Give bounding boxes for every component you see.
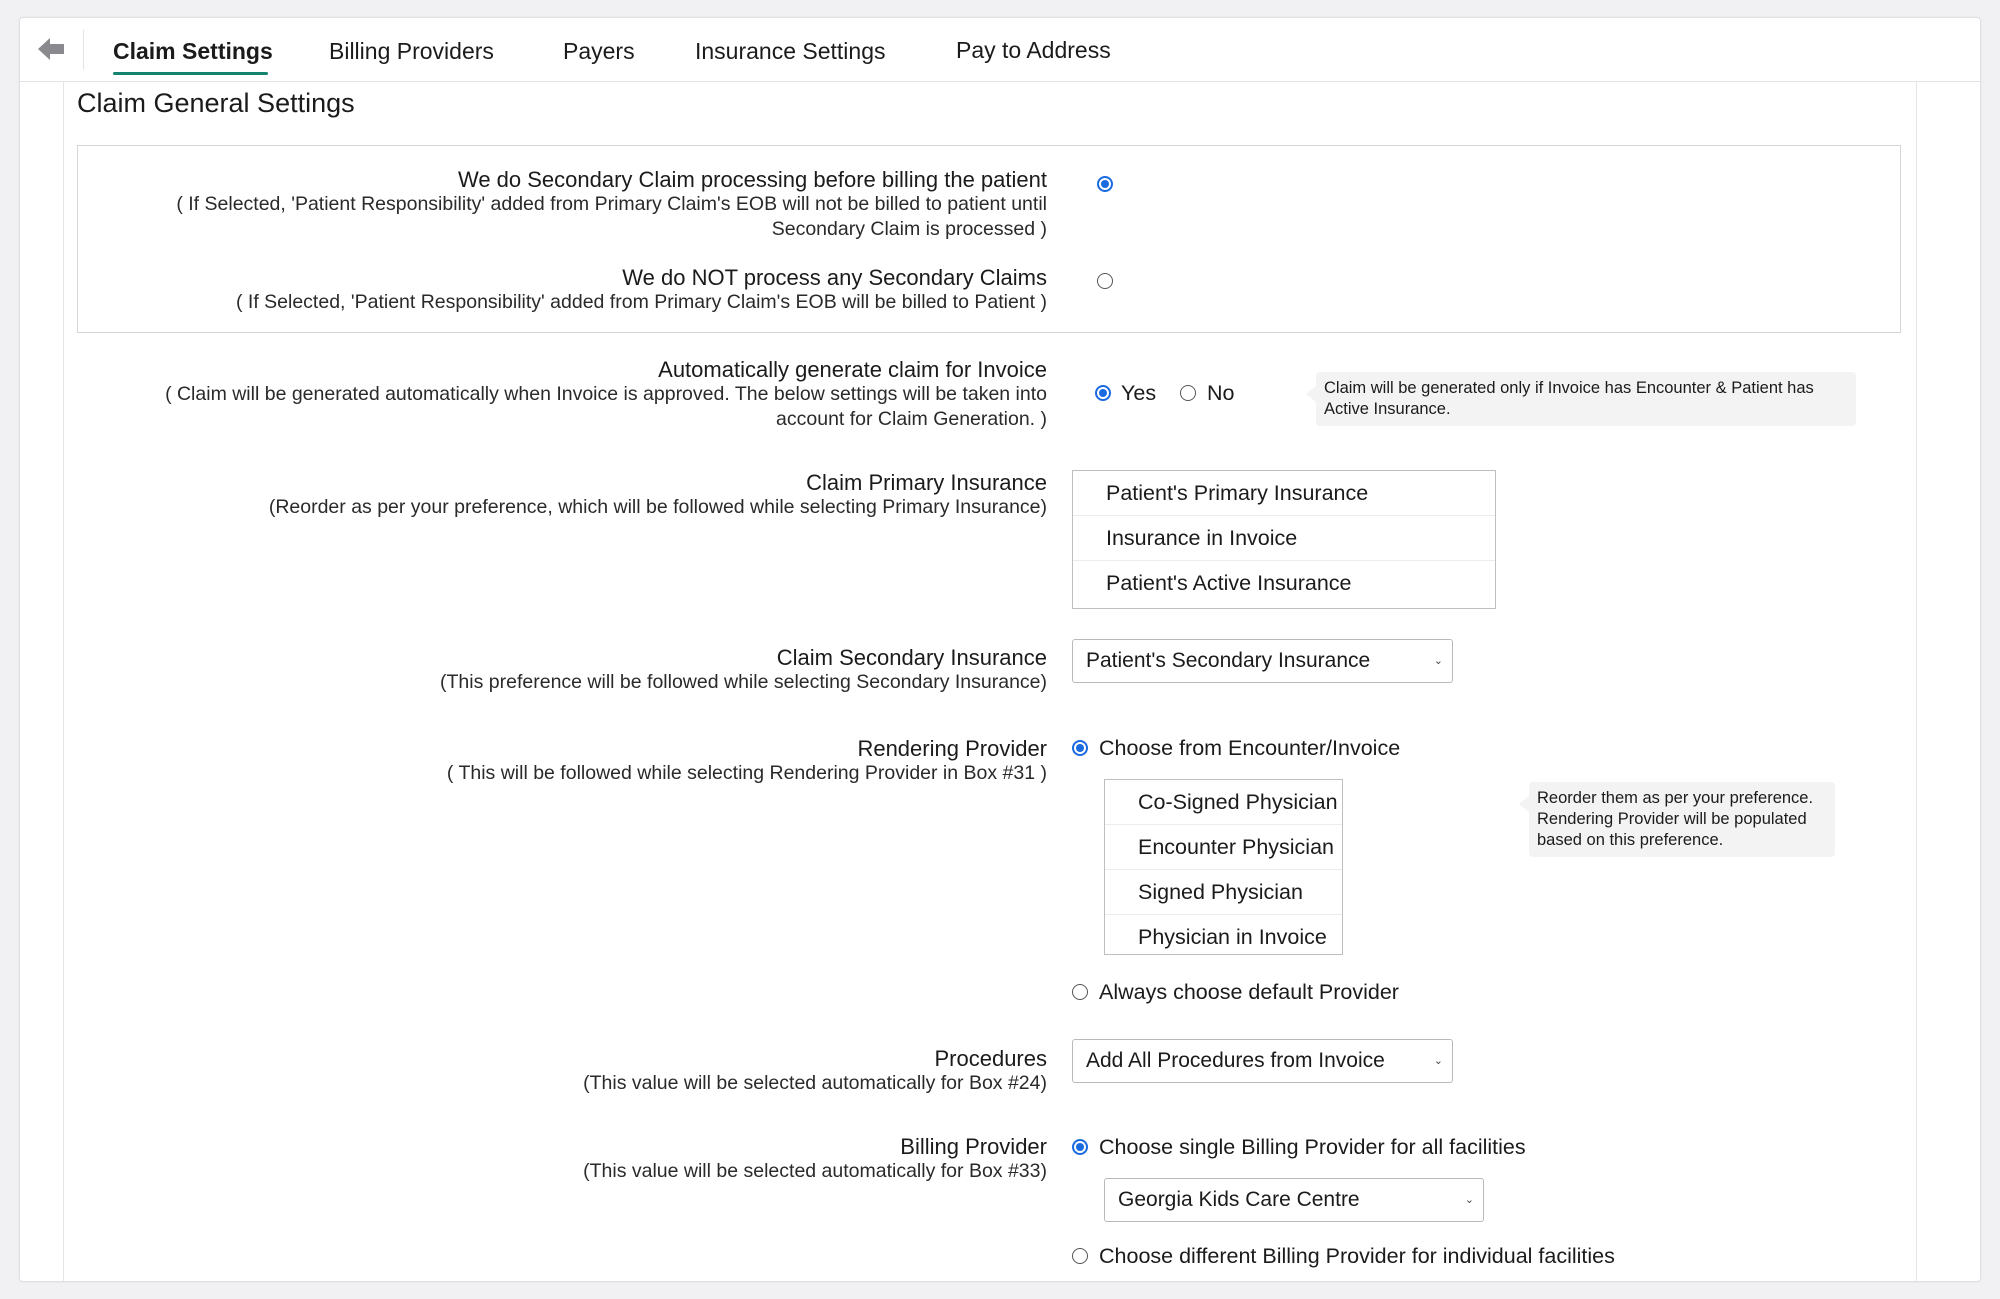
- procedures-text: [583, 1046, 1047, 1096]
- tab-divider: [83, 30, 84, 70]
- secondary-processing-option1-text: [176, 167, 1047, 242]
- tab-pay-to-address[interactable]: Pay to Address: [956, 37, 1111, 63]
- auto-generate-no-label[interactable]: No: [1207, 381, 1235, 405]
- option-note: ( If Selected, 'Patient Responsibility' added from Primary Claim's EOB will not be billed to patient until: [176, 193, 1047, 215]
- list-item[interactable]: Insurance in Invoice: [1073, 516, 1495, 561]
- primary-insurance-text: [269, 470, 1047, 520]
- tab-billing-providers[interactable]: Billing Providers: [329, 38, 494, 64]
- tooltip-text: Reorder them as per your preference.: [1537, 789, 1814, 807]
- content-divider-left: [63, 82, 64, 1281]
- auto-generate-yes-label[interactable]: Yes: [1121, 381, 1157, 405]
- select-value: Patient's Secondary Insurance: [1086, 649, 1371, 672]
- chevron-down-icon: ⌄: [1464, 1194, 1474, 1206]
- option-note: ( If Selected, 'Patient Responsibility' added from Primary Claim's EOB will be billed to Patient ): [235, 291, 1047, 313]
- auto-generate-note: ( Claim will be generated automatically when Invoice is approved. The below settings will be taken into: [165, 383, 1047, 405]
- secondary-insurance-select[interactable]: [1072, 639, 1453, 683]
- back-arrow-icon[interactable]: [38, 38, 66, 60]
- primary-insurance-order-list: [1072, 470, 1496, 609]
- procedures-label: Procedures: [934, 1046, 1047, 1071]
- billing-provider-text: [583, 1134, 1047, 1184]
- secondary-processing-option2-text: [236, 265, 1047, 315]
- single-billing-provider-radio[interactable]: [1072, 1139, 1088, 1155]
- section-title: Claim General Settings: [77, 88, 355, 118]
- tab-claim-settings[interactable]: Claim Settings: [113, 38, 273, 64]
- procedures-note: (This value will be selected automatically for Box #24): [583, 1072, 1047, 1094]
- auto-generate-no-radio[interactable]: [1180, 385, 1196, 401]
- secondary-processing-radio[interactable]: [1097, 176, 1113, 192]
- rendering-provider-label: Rendering Provider: [857, 736, 1047, 761]
- tab-payers[interactable]: Payers: [563, 38, 635, 64]
- settings-window: [19, 17, 1981, 1282]
- auto-generate-yes-radio[interactable]: [1095, 385, 1111, 401]
- rendering-provider-text: [447, 736, 1047, 786]
- individual-billing-provider-label[interactable]: Choose different Billing Provider for individual facilities: [1099, 1244, 1615, 1268]
- tooltip-text: Rendering Provider will be populated: [1537, 810, 1807, 828]
- list-item[interactable]: Physician in Invoice: [1138, 925, 1327, 949]
- list-item[interactable]: Signed Physician: [1105, 870, 1342, 915]
- primary-insurance-label: Claim Primary Insurance: [806, 470, 1047, 495]
- billing-provider-note: (This value will be selected automatically for Box #33): [583, 1160, 1047, 1182]
- default-provider-label[interactable]: Always choose default Provider: [1099, 980, 1399, 1004]
- secondary-insurance-text: [440, 645, 1047, 695]
- default-provider-radio[interactable]: [1072, 984, 1088, 1000]
- tab-insurance-settings[interactable]: Insurance Settings: [695, 38, 886, 64]
- primary-insurance-note: (Reorder as per your preference, which will be followed while selecting Primary Insurance): [268, 496, 1047, 518]
- chevron-down-icon: ⌄: [1433, 655, 1443, 667]
- rendering-from-encounter-label[interactable]: Choose from Encounter/Invoice: [1099, 736, 1401, 760]
- procedures-select[interactable]: [1072, 1039, 1453, 1083]
- list-item[interactable]: Co-Signed Physician: [1105, 780, 1342, 825]
- list-item[interactable]: Encounter Physician: [1105, 825, 1342, 870]
- single-billing-provider-label[interactable]: Choose single Billing Provider for all facilities: [1099, 1135, 1526, 1159]
- rendering-provider-note: ( This will be followed while selecting Rendering Provider in Box #31 ): [446, 762, 1047, 784]
- individual-billing-provider-radio[interactable]: [1072, 1248, 1088, 1264]
- tooltip-text: based on this preference.: [1537, 831, 1724, 849]
- option-label: We do NOT process any Secondary Claims: [622, 265, 1047, 290]
- billing-provider-label: Billing Provider: [900, 1134, 1047, 1159]
- list-item[interactable]: Patient's Active Insurance: [1106, 571, 1352, 595]
- rendering-provider-order-list: [1104, 779, 1343, 955]
- auto-generate-label: Automatically generate claim for Invoice: [658, 357, 1047, 382]
- billing-provider-select[interactable]: [1104, 1178, 1484, 1222]
- active-tab-indicator: [113, 72, 268, 75]
- no-secondary-claims-radio[interactable]: [1097, 273, 1113, 289]
- rendering-from-encounter-radio[interactable]: [1072, 740, 1088, 756]
- secondary-insurance-label: Claim Secondary Insurance: [776, 645, 1047, 670]
- select-value: Georgia Kids Care Centre: [1118, 1188, 1360, 1211]
- list-item[interactable]: Patient's Primary Insurance: [1073, 471, 1495, 516]
- tooltip-text: Active Insurance.: [1324, 400, 1451, 418]
- chevron-down-icon: ⌄: [1433, 1055, 1443, 1067]
- option-label: We do Secondary Claim processing before billing the patient: [457, 167, 1047, 192]
- secondary-insurance-note: (This preference will be followed while selecting Secondary Insurance): [440, 671, 1047, 693]
- rendering-provider-tooltip: [1529, 782, 1835, 857]
- option-note: Secondary Claim is processed ): [771, 218, 1047, 240]
- tooltip-text: Claim will be generated only if Invoice has Encounter & Patient has: [1324, 379, 1814, 397]
- content-divider-right: [1916, 82, 1917, 1281]
- auto-generate-text: [165, 357, 1047, 432]
- tab-bar: [20, 18, 1980, 82]
- auto-generate-tooltip: [1316, 372, 1856, 426]
- select-value: Add All Procedures from Invoice: [1086, 1049, 1385, 1072]
- auto-generate-note: account for Claim Generation. ): [776, 408, 1047, 430]
